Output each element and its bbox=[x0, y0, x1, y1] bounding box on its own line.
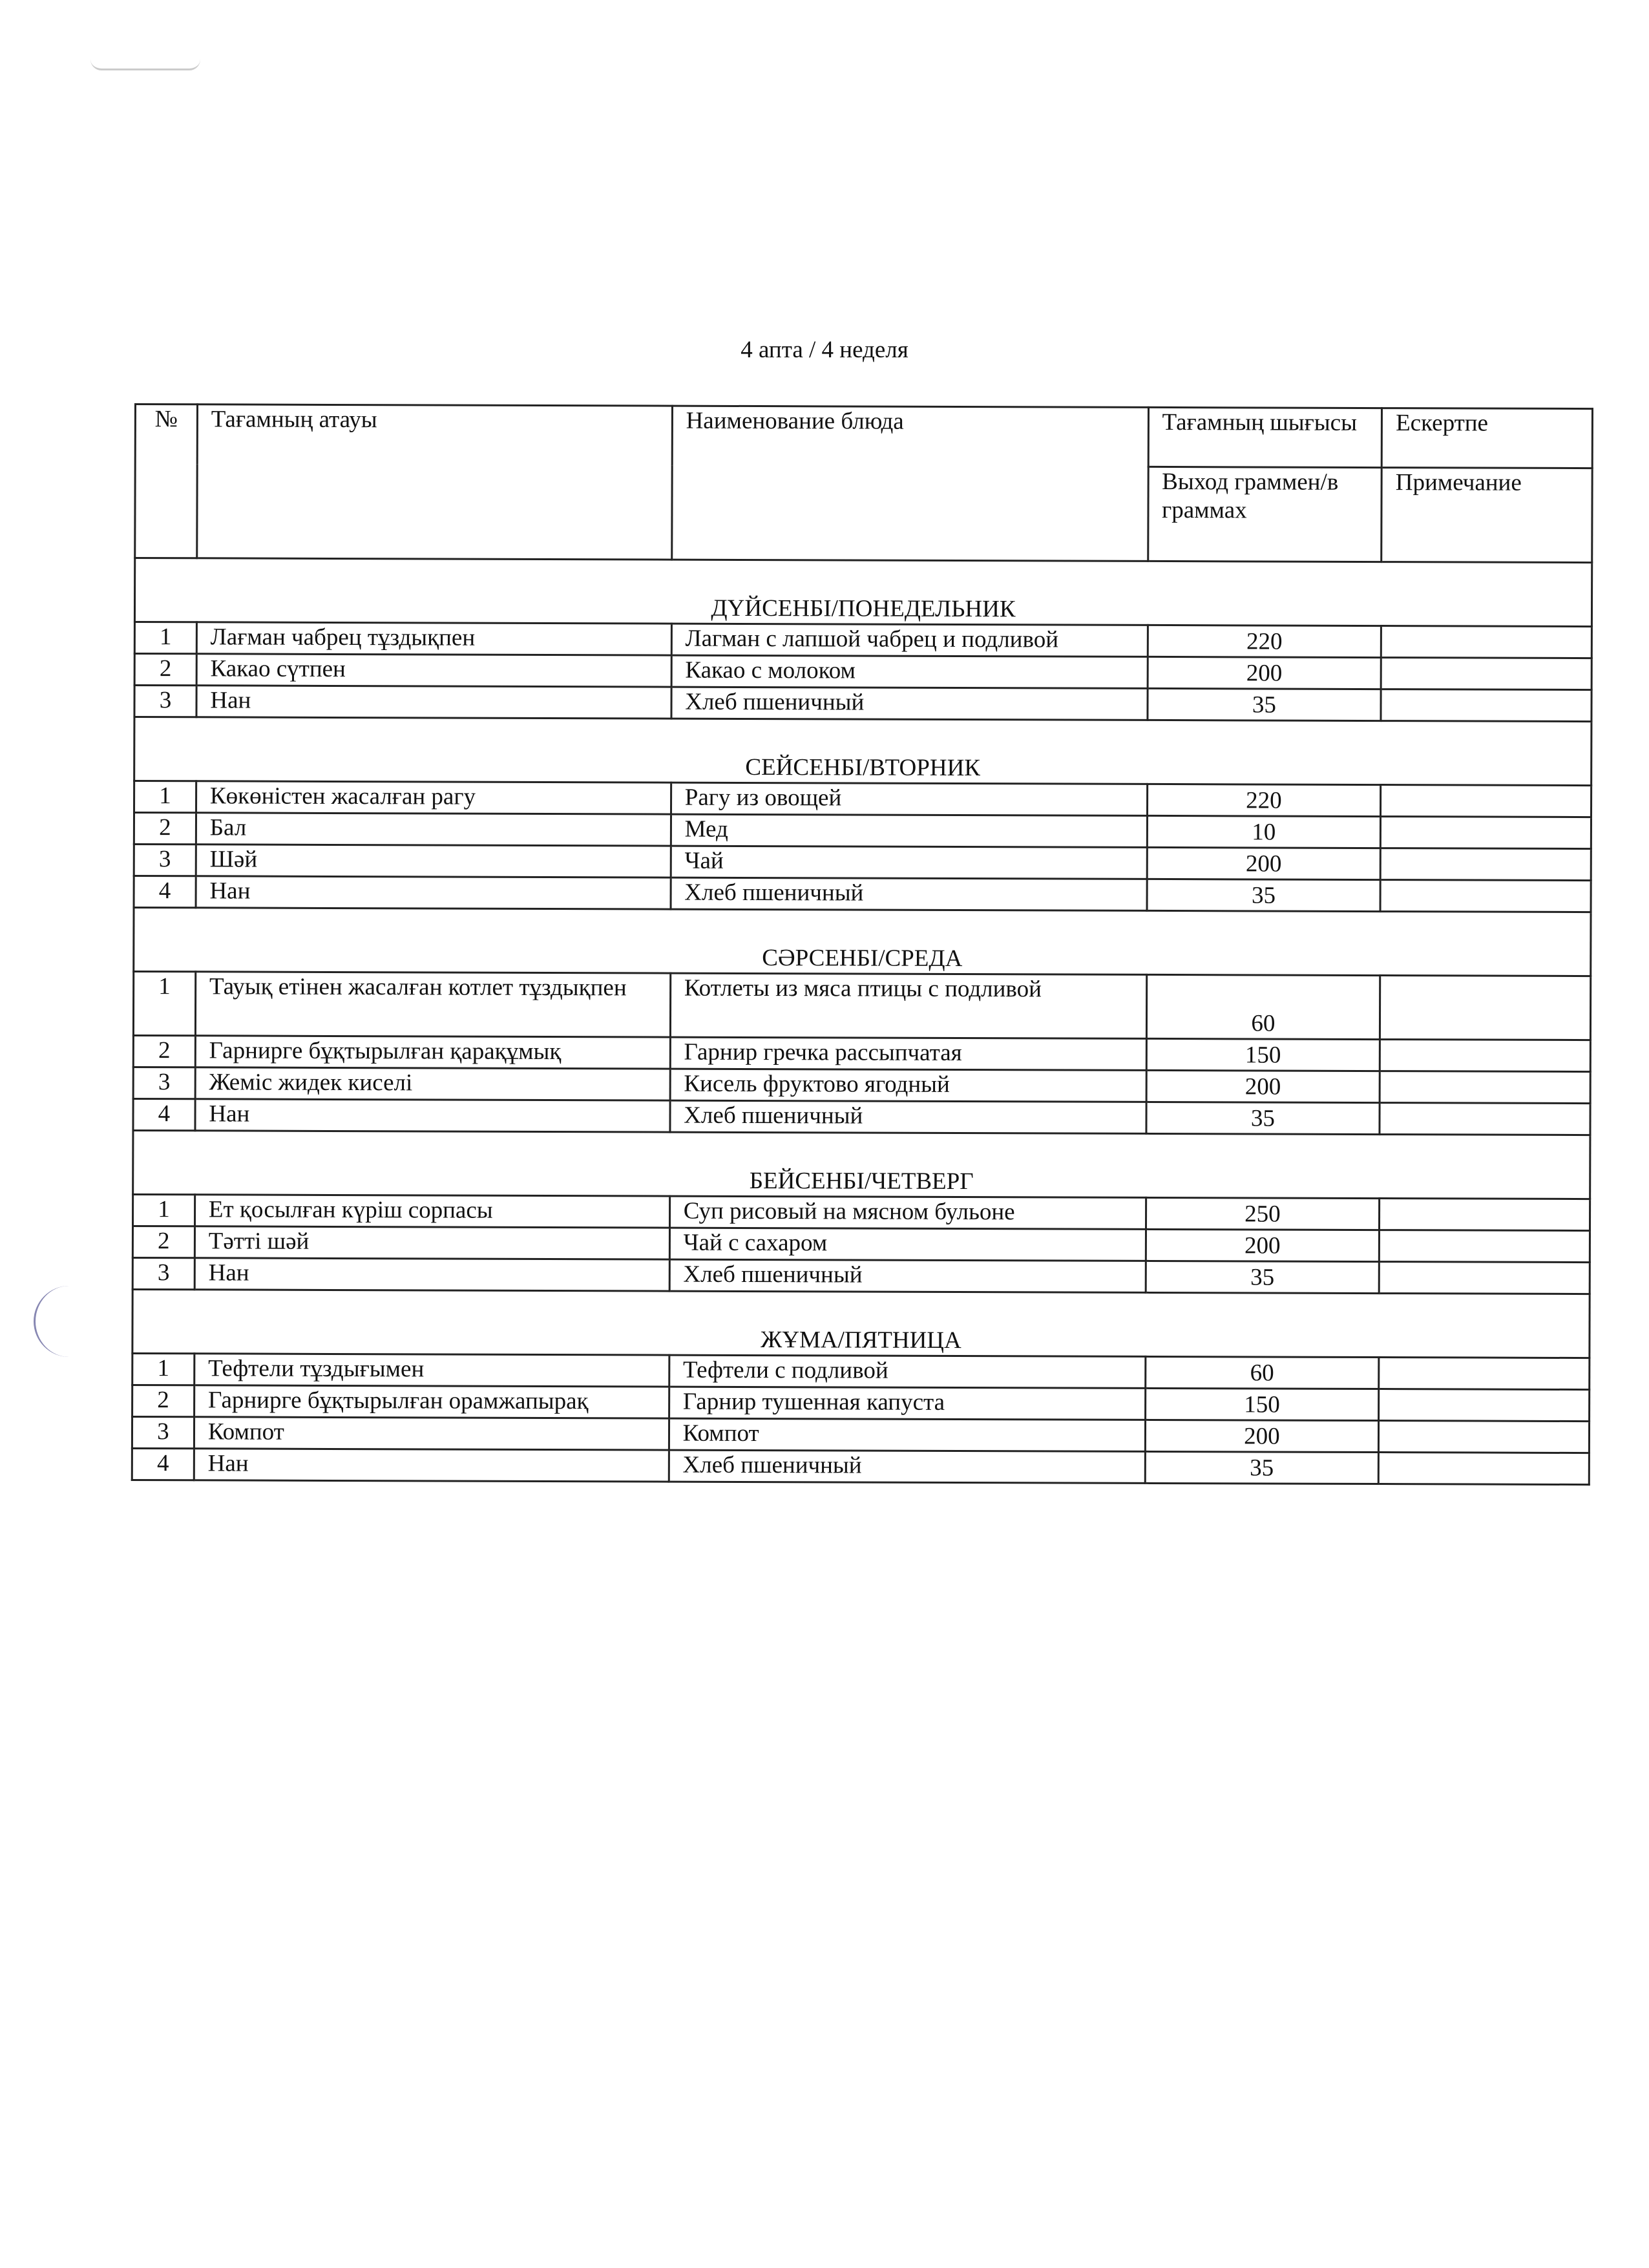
day-header-row bbox=[132, 1289, 1590, 1358]
item-name-kz: Жеміс жидек киселі bbox=[195, 1067, 670, 1100]
table-row bbox=[132, 1226, 1590, 1262]
item-name-kz: Шәй bbox=[196, 845, 671, 877]
item-output: 35 bbox=[1148, 688, 1381, 720]
item-name-ru: Хлеб пшеничный bbox=[669, 1450, 1145, 1483]
item-number: 2 bbox=[134, 813, 196, 845]
item-name-kz: Нан bbox=[196, 876, 671, 909]
table-row bbox=[132, 1257, 1590, 1294]
item-output: 200 bbox=[1146, 1070, 1380, 1102]
item-output: 220 bbox=[1148, 625, 1381, 657]
item-name-kz: Гарнирге бұқтырылған қарақұмық bbox=[195, 1036, 670, 1069]
item-note bbox=[1381, 658, 1591, 690]
item-number: 3 bbox=[134, 845, 196, 876]
table-row bbox=[134, 654, 1591, 690]
item-number: 4 bbox=[132, 1448, 194, 1480]
item-name-ru: Тефтели с подливой bbox=[669, 1355, 1145, 1388]
item-output: 220 bbox=[1147, 784, 1381, 816]
item-note bbox=[1381, 626, 1591, 658]
item-note bbox=[1379, 1421, 1590, 1453]
item-output: 200 bbox=[1147, 847, 1381, 879]
day-header-row bbox=[134, 908, 1591, 976]
item-name-ru: Какао с молоком bbox=[671, 655, 1148, 688]
item-name-ru: Хлеб пшеничный bbox=[669, 1259, 1146, 1292]
menu-table-body bbox=[132, 404, 1592, 1485]
item-note bbox=[1380, 1071, 1590, 1104]
day-label: БЕЙСЕНБІ/ЧЕТВЕРГ bbox=[133, 1130, 1590, 1199]
item-output: 60 bbox=[1145, 1356, 1379, 1389]
item-output: 10 bbox=[1147, 815, 1381, 848]
item-name-ru: Рагу из овощей bbox=[671, 782, 1147, 815]
table-row bbox=[134, 781, 1591, 817]
item-number: 2 bbox=[132, 1385, 194, 1416]
item-name-kz: Нан bbox=[196, 686, 671, 719]
item-number: 4 bbox=[134, 876, 196, 908]
item-number: 3 bbox=[133, 1067, 195, 1098]
item-name-ru: Чай с сахаром bbox=[669, 1228, 1146, 1261]
item-output: 200 bbox=[1145, 1420, 1379, 1452]
table-row bbox=[133, 1067, 1590, 1103]
header-note-ru: Примечание bbox=[1381, 468, 1592, 563]
item-number: 4 bbox=[133, 1098, 195, 1130]
item-name-ru: Гарнир тушенная капуста bbox=[669, 1387, 1145, 1420]
item-note bbox=[1378, 1453, 1589, 1485]
menu-table bbox=[131, 403, 1593, 1486]
header-note-kz: Ескертпе bbox=[1381, 408, 1592, 468]
day-label: ЖҰМА/ПЯТНИЦА bbox=[132, 1289, 1590, 1358]
item-output: 35 bbox=[1146, 1261, 1380, 1293]
header-num: № bbox=[135, 404, 198, 558]
item-name-kz: Тефтели тұздығымен bbox=[194, 1354, 669, 1387]
table-row bbox=[134, 845, 1591, 881]
header-name-kz: Тағамның атауы bbox=[197, 404, 673, 560]
item-name-ru: Хлеб пшеничный bbox=[671, 687, 1148, 720]
day-label: ДҮЙСЕНБІ/ПОНЕДЕЛЬНИК bbox=[134, 558, 1591, 627]
item-note bbox=[1380, 976, 1591, 1040]
item-note bbox=[1381, 817, 1591, 849]
header-output-kz: Тағамның шығысы bbox=[1148, 407, 1382, 467]
item-name-kz: Гарнирге бұқтырылған орамжапырақ bbox=[194, 1385, 669, 1418]
item-name-kz: Ет қосылған күріш сорпасы bbox=[194, 1195, 669, 1228]
header-name-ru: Наименование блюда bbox=[671, 406, 1148, 561]
table-row bbox=[132, 1385, 1590, 1421]
item-note bbox=[1381, 689, 1591, 722]
table-row bbox=[133, 972, 1590, 1040]
item-output: 250 bbox=[1146, 1197, 1380, 1230]
item-name-kz: Нан bbox=[194, 1449, 669, 1482]
table-row bbox=[134, 622, 1591, 658]
margin-pen-mark bbox=[34, 1286, 81, 1357]
item-note bbox=[1379, 1358, 1590, 1390]
item-number: 2 bbox=[133, 1035, 195, 1067]
item-note bbox=[1380, 1230, 1590, 1263]
table-row bbox=[133, 1035, 1590, 1071]
day-header-row bbox=[134, 558, 1591, 627]
item-name-kz: Көкөністен жасалған рагу bbox=[196, 781, 671, 814]
item-name-ru: Суп рисовый на мясном бульоне bbox=[669, 1196, 1146, 1229]
item-name-kz: Нан bbox=[195, 1099, 670, 1132]
table-row bbox=[134, 813, 1591, 849]
item-output: 150 bbox=[1145, 1388, 1379, 1420]
table-row bbox=[134, 686, 1591, 722]
item-note bbox=[1381, 785, 1591, 817]
item-number: 3 bbox=[132, 1257, 194, 1289]
item-number: 3 bbox=[134, 686, 196, 717]
item-note bbox=[1379, 1262, 1590, 1294]
item-name-ru: Компот bbox=[669, 1418, 1145, 1451]
scan-artifact bbox=[90, 59, 200, 70]
item-number: 1 bbox=[134, 781, 196, 813]
header-row bbox=[135, 404, 1592, 468]
day-header-row bbox=[134, 717, 1591, 786]
item-name-ru: Хлеб пшеничный bbox=[671, 877, 1147, 910]
item-output: 35 bbox=[1147, 879, 1381, 911]
day-label: СӘРСЕНБІ/СРЕДА bbox=[134, 908, 1591, 976]
item-number: 1 bbox=[132, 1353, 194, 1385]
table-row bbox=[132, 1194, 1590, 1230]
table-row bbox=[132, 1416, 1589, 1453]
item-number: 3 bbox=[132, 1416, 194, 1448]
item-name-ru: Гарнир гречка рассыпчатая bbox=[670, 1037, 1146, 1070]
item-number: 1 bbox=[134, 622, 196, 654]
item-output: 200 bbox=[1146, 1229, 1380, 1261]
day-label: СЕЙСЕНБІ/ВТОРНИК bbox=[134, 717, 1591, 786]
item-note bbox=[1379, 1389, 1590, 1422]
item-number: 2 bbox=[132, 1226, 194, 1257]
item-name-ru: Лагман с лапшой чабрец и подливой bbox=[671, 624, 1148, 656]
item-name-ru: Кисель фруктово ягодный bbox=[670, 1069, 1146, 1102]
item-name-ru: Чай bbox=[671, 846, 1147, 879]
table-row bbox=[132, 1448, 1589, 1484]
item-note bbox=[1380, 1199, 1590, 1231]
item-note bbox=[1380, 1040, 1590, 1072]
page-title: 4 апта / 4 неделя bbox=[740, 337, 909, 363]
item-name-ru: Котлеты из мяса птицы с подливой bbox=[670, 973, 1146, 1038]
item-output: 60 bbox=[1146, 974, 1380, 1039]
item-note bbox=[1380, 848, 1591, 881]
item-name-kz: Нан bbox=[194, 1258, 669, 1291]
table-row bbox=[134, 876, 1591, 912]
item-output: 35 bbox=[1146, 1102, 1380, 1134]
item-name-kz: Компот bbox=[194, 1417, 669, 1450]
day-header-row bbox=[133, 1130, 1590, 1199]
item-name-kz: Тауық етінен жасалған котлет тұздықпен bbox=[195, 972, 670, 1037]
header-output-ru: Выход граммен/в граммах bbox=[1148, 467, 1381, 562]
item-name-kz: Какао сүтпен bbox=[196, 654, 671, 687]
item-name-kz: Бал bbox=[196, 813, 671, 846]
table-row bbox=[132, 1353, 1590, 1389]
item-number: 1 bbox=[132, 1194, 194, 1226]
item-number: 1 bbox=[133, 972, 195, 1036]
item-note bbox=[1380, 1103, 1590, 1135]
item-note bbox=[1380, 880, 1591, 912]
item-name-kz: Тәтті шәй bbox=[194, 1226, 669, 1259]
item-name-ru: Мед bbox=[671, 814, 1147, 847]
item-number: 2 bbox=[134, 654, 196, 686]
item-name-ru: Хлеб пшеничный bbox=[670, 1100, 1146, 1133]
item-output: 150 bbox=[1146, 1038, 1380, 1071]
item-output: 35 bbox=[1145, 1451, 1379, 1484]
table-row bbox=[133, 1098, 1590, 1135]
item-output: 200 bbox=[1148, 656, 1381, 689]
item-name-kz: Лағман чабрец тұздықпен bbox=[196, 622, 671, 655]
